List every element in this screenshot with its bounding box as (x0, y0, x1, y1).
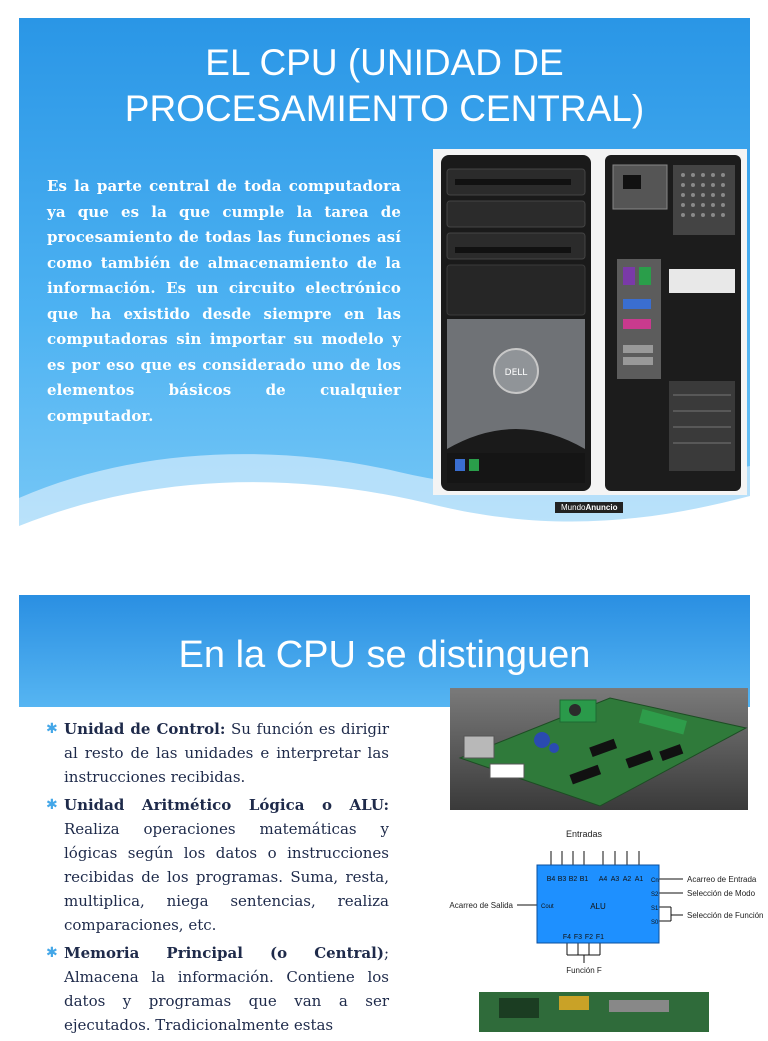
f2-pin: F2 (584, 934, 594, 941)
a2-pin: A2 (622, 876, 632, 883)
cpu-tower-illustration (433, 149, 747, 495)
circuit-board-photo (450, 688, 748, 810)
function-select-label: Selección de Función (687, 911, 764, 920)
list-item: ✱ Unidad Aritmético Lógica o ALU: Realiza operaciones matemáticas y lógicas según los datos o instrucciones recibidas de los programas. Suma, resta, multiplica, niega sentencias, realiza comparaciones, etc. (42, 793, 389, 937)
carry-out-label: Acarreo de Salida (449, 901, 513, 910)
motherboard-photo (479, 992, 709, 1032)
slide-title (19, 40, 750, 132)
cout-pin: Cout (541, 904, 554, 910)
list-item: ✱ Memoria Principal (o Central); Almacena la información. Contiene los datos y programas que van a ser ejecutados. Tradicionalmente estas (42, 941, 389, 1037)
f1-pin: F1 (595, 934, 605, 941)
slide-cpu-intro (19, 18, 750, 556)
slide-title: En la CPU se distinguen (178, 634, 591, 676)
slide-cpu-components (19, 595, 764, 1034)
svg-text:DELL: DELL (504, 368, 528, 378)
watermark: MundoAnuncio (555, 502, 623, 513)
title-line-1: EL CPU (UNIDAD DE (205, 42, 564, 83)
asterisk-bullet-icon: ✱ (46, 721, 58, 737)
cpu-description: Es la parte central de toda computadora ya que es la que cumple la tarea de procesamiento de todas las funciones así como también de almacenamiento de la información. Es un circuito electrónico que ha existido desde siempre en las computadoras sin importar su modelo y es por eso que es considerado uno de los elementos básicos de cualquier computador. (47, 177, 401, 425)
component-list (42, 717, 389, 1041)
cpu-tower-photo (433, 149, 747, 495)
mode-select-label: Selección de Modo (687, 889, 756, 898)
a1-pin: A1 (634, 876, 644, 883)
alu-center-label: ALU (590, 902, 606, 911)
b3-pin: B3 (557, 876, 567, 883)
list-item: ✱ Unidad de Control: Su función es dirigir al resto de las unidades e interpretar las instrucciones recibidas. (42, 717, 389, 789)
s0-pin: S0 (651, 920, 659, 926)
f4-pin: F4 (562, 934, 572, 941)
a4-pin: A4 (598, 876, 608, 883)
b4-pin: B4 (546, 876, 556, 883)
title-line-2: PROCESAMIENTO CENTRAL) (124, 88, 645, 129)
f3-pin: F3 (573, 934, 583, 941)
asterisk-bullet-icon: ✱ (46, 945, 58, 961)
function-output-label: Función F (566, 966, 602, 975)
inputs-label: Entradas (565, 829, 603, 839)
a3-pin: A3 (610, 876, 620, 883)
circuit-board-illustration (450, 688, 748, 810)
b1-pin: B1 (579, 876, 589, 883)
s2-pin: S2 (651, 892, 659, 898)
alu-diagram (427, 827, 764, 987)
cn-pin: Cn (651, 878, 659, 884)
asterisk-bullet-icon: ✱ (46, 797, 58, 813)
s1-pin: S1 (651, 906, 659, 912)
b2-pin: B2 (568, 876, 578, 883)
carry-in-label: Acarreo de Entrada (687, 875, 757, 884)
